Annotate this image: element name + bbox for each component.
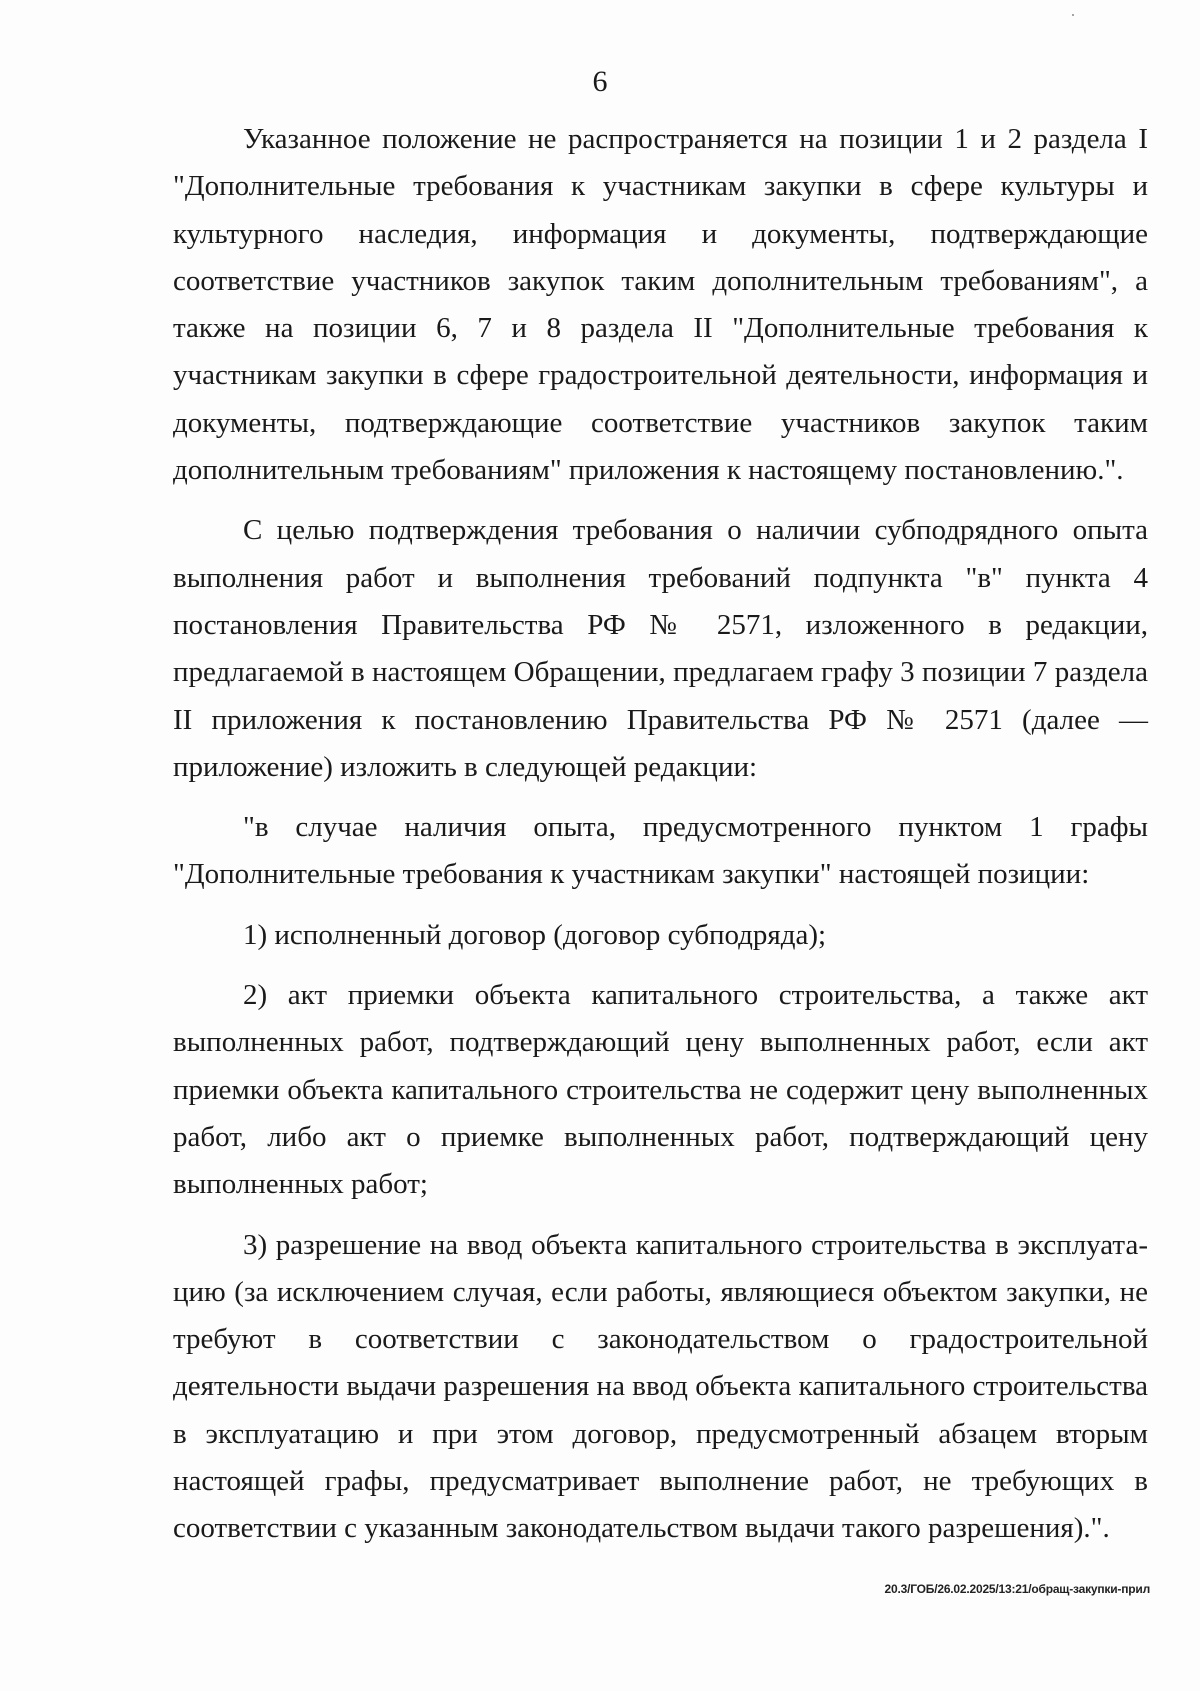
- paragraph-purpose: С целью подтверждения требования о наличии субподрядного опыта выполнения работ и выполнения требований подпункта "в" пункта 4 постановления Правительства РФ № 2571, изложенного в редакции, предлагаемой в настоящем Обращении, предлагаем графу 3 позиции 7 раздела II приложения к постановлению Правительства РФ № 2571 (далее — приложение) изложить в следующей редакции:: [173, 514, 1148, 783]
- document-body: [173, 116, 1148, 1566]
- scan-speck: [1072, 14, 1074, 16]
- list-item-1: 1) исполненный договор (договор субподряда);: [243, 918, 827, 951]
- page-number: 6: [592, 65, 608, 98]
- document-footer-id: 20.3/ГОБ/26.02.2025/13:21/обращ-закупки-прил: [884, 1582, 1150, 1596]
- list-item-2: 2) акт приемки объекта капитального строительства, а также акт выполненных работ, подтверждающий цену выполненных работ, если акт приемки объекта капитального строительства не содержит цену выполненных работ, либо акт о приемке выполненных работ, подтверждающий цену выполненных работ;: [173, 979, 1148, 1201]
- list-item-3: 3) разрешение на ввод объекта капитального строительства в эксплуатацию (за исключением случая, если работы, являющиеся объектом закупки, не требуют в соответствии с законодательством о градостроительной деятельности выдачи разрешения на ввод объекта капитального строительства в эксплуатацию и при этом договор, предусмотренный абзацем вторым настоящей графы, предусматривает выполнение работ, не требующих в соответствии с указанным законодательством выдачи такого разрешения).".: [173, 1228, 1148, 1545]
- paragraph-quote-intro: "в случае наличия опыта, предусмотренного пунктом 1 графы "Дополнительные требования к участникам закупки" настоящей позиции:: [173, 811, 1148, 891]
- paragraph-exclusion: Указанное положение не распространяется на позиции 1 и 2 раздела I "Дополнительные требования к участникам закупки в сфере культуры и культурного наследия, информация и документы, подтверждающие соответствие участников закупок таким дополнительным требованиям", а также на позиции 6, 7 и 8 раздела II "Дополнительные требования к участникам закупки в сфере градостроительной деятельности, информация и документы, подтверждающие соответствие участников закупок таким дополнительным требованиям" приложения к настоящему постановлению.".: [173, 123, 1148, 487]
